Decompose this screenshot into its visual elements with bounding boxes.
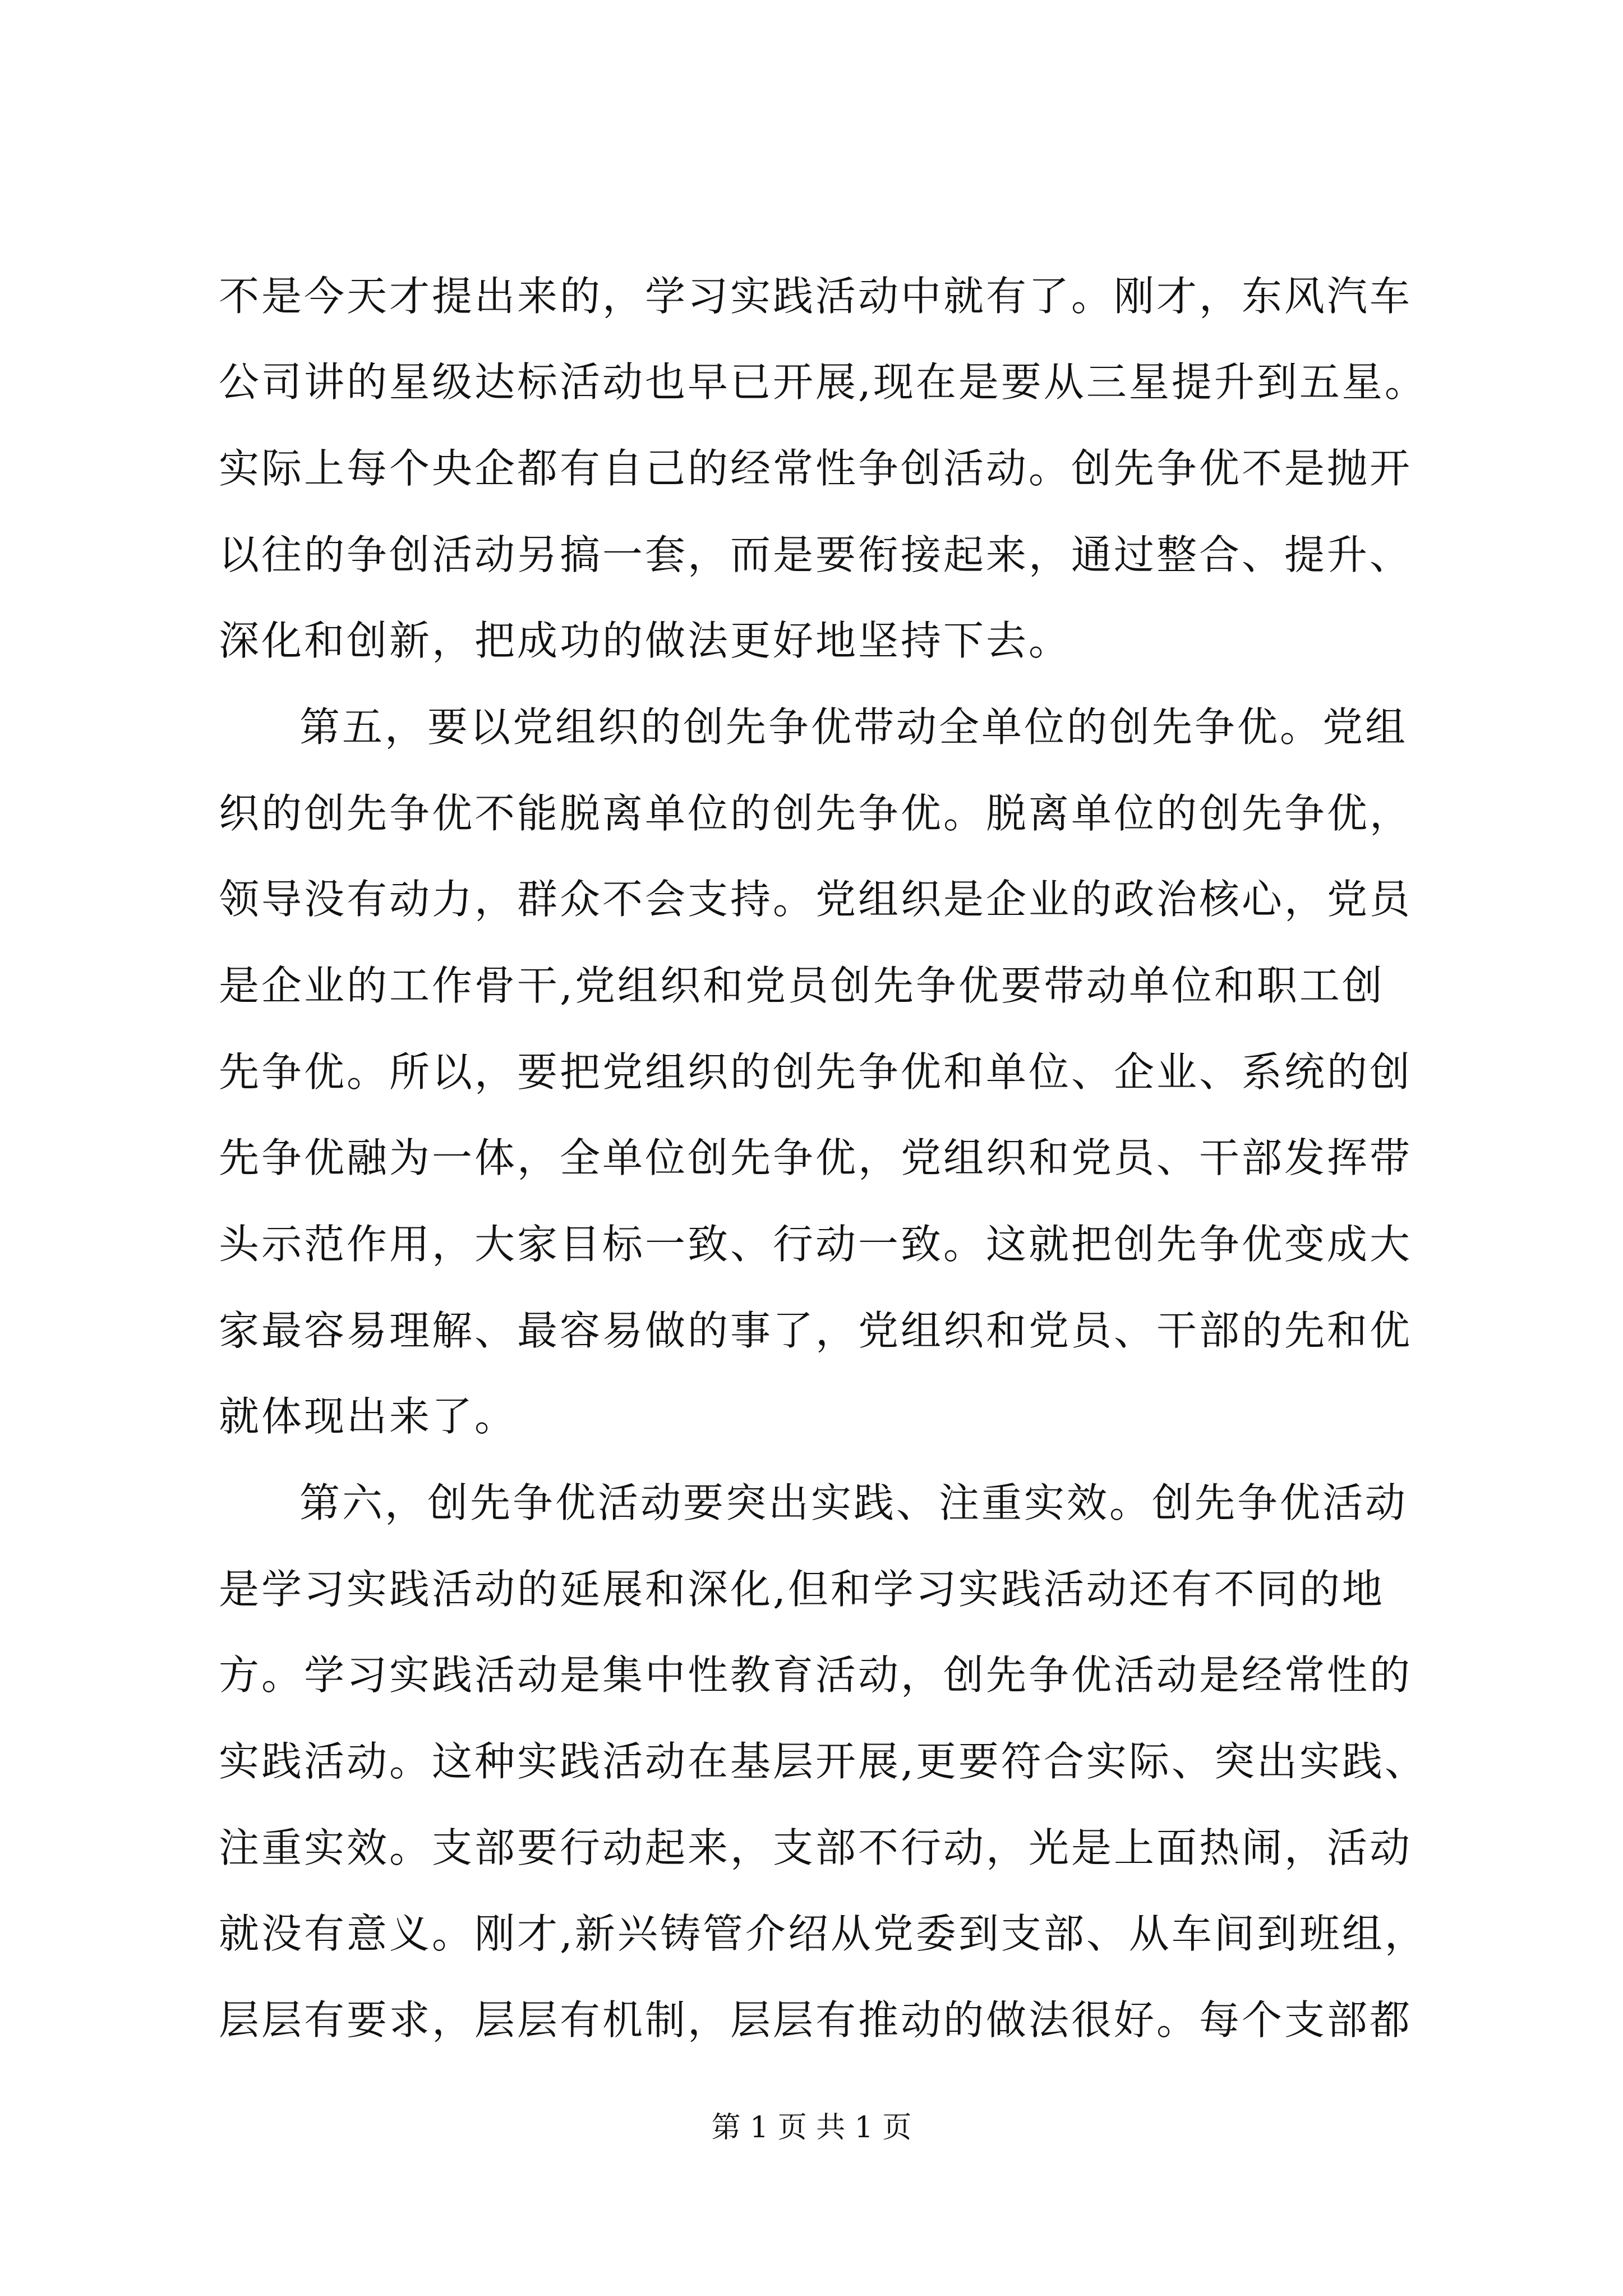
text-line: 以往的争创活动另搞一套，而是要衔接起来，通过整合、提升、	[219, 531, 1413, 578]
text-line: 实际上每个央企都有自己的经常性争创活动。创先争优不是抛开	[219, 445, 1413, 492]
text-line: 先争优融为一体，全单位创先争优，党组织和党员、干部发挥带	[219, 1134, 1413, 1181]
text-line: 公司讲的星级达标活动也早已开展,现在是要从三星提升到五星。	[219, 358, 1427, 406]
text-line: 就没有意义。刚才,新兴铸管介绍从党委到支部、从车间到班组，	[219, 1910, 1427, 1957]
text-line: 实践活动。这种实践活动在基层开展,更要符合实际、突出实践、	[219, 1738, 1427, 1785]
text-line: 先争优。所以，要把党组织的创先争优和单位、企业、系统的创	[219, 1048, 1413, 1096]
text-line: 不是今天才提出来的，学习实践活动中就有了。刚才，东风汽车	[219, 273, 1413, 320]
text-line: 织的创先争优不能脱离单位的创先争优。脱离单位的创先争优，	[219, 790, 1413, 837]
text-line: 注重实效。支部要行动起来，支部不行动，光是上面热闹，活动	[219, 1824, 1413, 1871]
text-line: 是学习实践活动的延展和深化,但和学习实践活动还有不同的地	[219, 1566, 1385, 1613]
text-line: 是企业的工作骨干,党组织和党员创先争优要带动单位和职工创	[219, 962, 1385, 1009]
text-line: 深化和创新，把成功的做法更好地坚持下去。	[219, 617, 1072, 664]
text-line: 头示范作用，大家目标一致、行动一致。这就把创先争优变成大	[219, 1221, 1413, 1268]
text-line: 就体现出来了。	[219, 1393, 518, 1440]
page-number-footer: 第 1 页 共 1 页	[711, 2111, 912, 2145]
text-line: 家最容易理解、最容易做的事了，党组织和党员、干部的先和优	[219, 1307, 1413, 1354]
paragraph-first-line: 第六，创先争优活动要突出实践、注重实效。创先争优活动	[299, 1479, 1408, 1526]
text-line: 层层有要求，层层有机制，层层有推动的做法很好。每个支部都	[219, 1996, 1413, 2044]
text-line: 领导没有动力，群众不会支持。党组织是企业的政治核心，党员	[219, 876, 1413, 923]
text-line: 方。学习实践活动是集中性教育活动，创先争优活动是经常性的	[219, 1651, 1413, 1699]
paragraph-first-line: 第五，要以党组织的创先争优带动全单位的创先争优。党组	[299, 703, 1408, 751]
